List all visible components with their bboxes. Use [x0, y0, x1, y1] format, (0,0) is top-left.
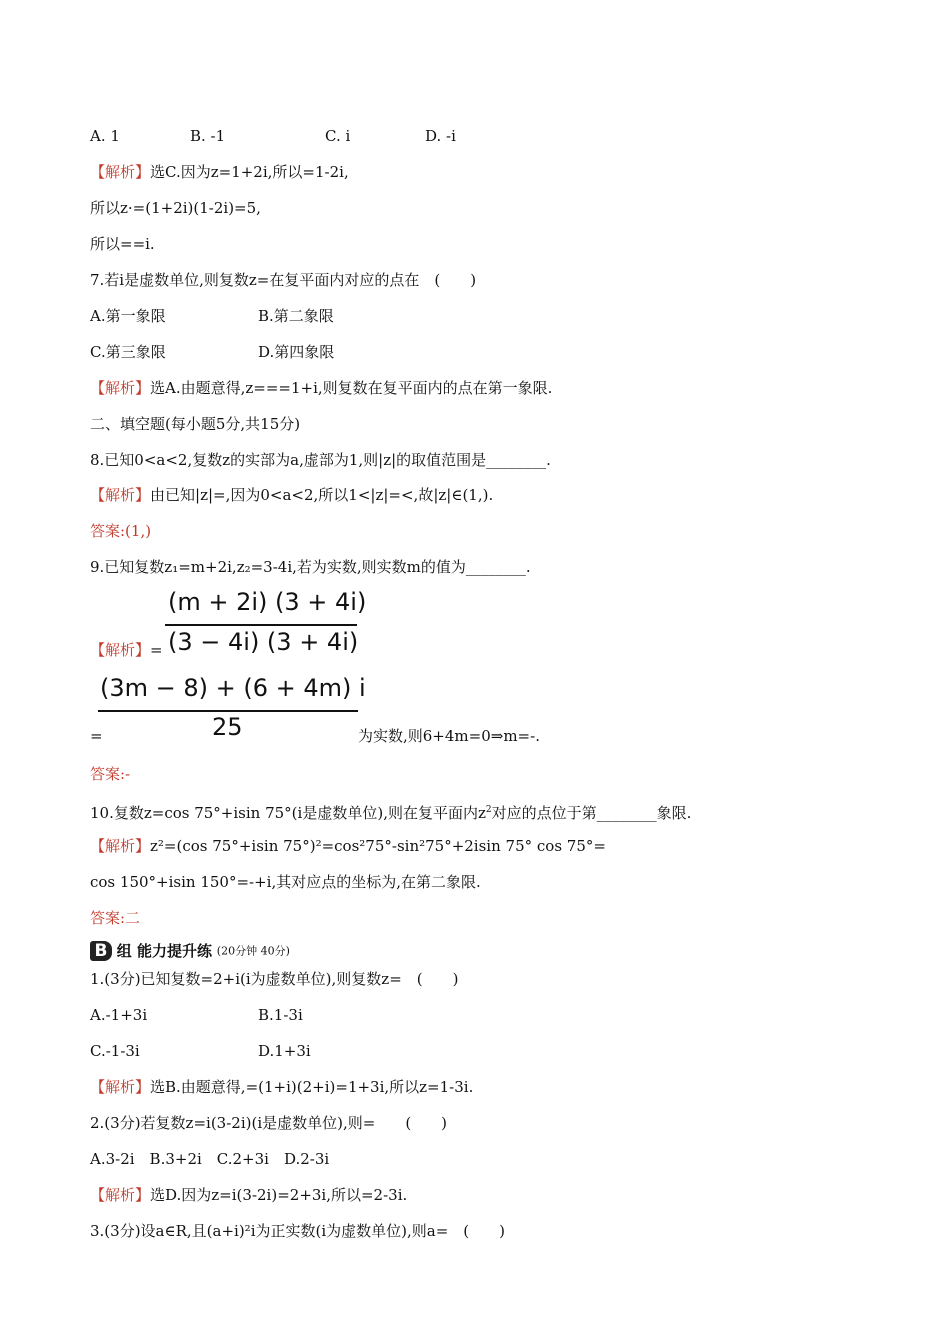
b1-option-c: C.-1-3i [90, 1042, 140, 1060]
q6-solution-line-3: 所以==i. [90, 235, 155, 253]
q9-solution-eq: = [90, 727, 103, 745]
section-2-heading: 二、填空题(每小题5分,共15分) [90, 415, 301, 433]
q10-solution-line-1: 【解析】z²=(cos 75°+isin 75°)²=cos²75°-sin²75°+2isin 75° cos 75°= [90, 837, 606, 855]
q10-answer: 答案:二 [90, 909, 141, 927]
b1-option-a: A.-1+3i [90, 1006, 148, 1024]
solution-tag: 【解析】 [90, 163, 151, 181]
b2-solution: 【解析】选D.因为z=i(3-2i)=2+3i,所以=2-3i. [90, 1186, 408, 1204]
solution-tag: 【解析】 [90, 486, 151, 504]
q8-solution: 【解析】由已知|z|=,因为0<a<2,所以1<|z|=<,故|z|∈(1,). [90, 486, 494, 504]
q6-option-a: A. 1 [90, 127, 120, 145]
b2-options: A.3-2i B.3+2i C.2+3i D.2-3i [90, 1150, 330, 1168]
q7-solution: 【解析】选A.由题意得,z===1+i,则复数在复平面内的点在第一象限. [90, 379, 553, 397]
q9-fraction-1-numerator: (m + 2i) (3 + 4i) [168, 588, 367, 616]
b3-stem: 3.(3分)设a∈R,且(a+i)²i为正实数(i为虚数单位),则a= ( ) [90, 1222, 505, 1240]
q7-stem: 7.若i是虚数单位,则复数z=在复平面内对应的点在 ( ) [90, 271, 477, 289]
b1-stem: 1.(3分)已知复数=2+i(i为虚数单位),则复数z= ( ) [90, 970, 459, 988]
q9-fraction-2-bar [98, 710, 358, 712]
q7-option-c: C.第三象限 [90, 343, 166, 361]
b1-option-d: D.1+3i [258, 1042, 311, 1060]
b1-solution: 【解析】选B.由题意得,=(1+i)(2+i)=1+3i,所以z=1-3i. [90, 1078, 474, 1096]
q9-fraction-2-numerator: (3m − 8) + (6 + 4m) i [100, 674, 366, 702]
b1-option-b: B.1-3i [258, 1006, 303, 1024]
b2-stem: 2.(3分)若复数z=i(3-2i)(i是虚数单位),则= ( ) [90, 1114, 448, 1132]
q6-option-d: D. -i [425, 127, 456, 145]
solution-tag: 【解析】 [90, 1078, 151, 1096]
q9-answer: 答案:- [90, 765, 131, 783]
q6-option-b: B. -1 [190, 127, 226, 145]
q10-solution-line-2: cos 150°+isin 150°=-+i,其对应点的坐标为,在第二象限. [90, 873, 481, 891]
q9-fraction-1-denominator: (3 − 4i) (3 + 4i) [168, 628, 359, 656]
q8-answer: 答案:(1,) [90, 522, 152, 540]
q7-option-a: A.第一象限 [90, 307, 166, 325]
solution-tag: 【解析】 [90, 1186, 151, 1204]
q9-fraction-1-bar [165, 624, 357, 626]
q9-stem: 9.已知复数z₁=m+2i,z₂=3-4i,若为实数,则实数m的值为________. [90, 558, 531, 576]
q7-option-b: B.第二象限 [258, 307, 334, 325]
group-b-logo: B [90, 941, 112, 961]
group-b-heading [90, 940, 290, 962]
solution-tag: 【解析】 [90, 837, 151, 855]
q6-option-c: C. i [325, 127, 351, 145]
solution-tag: 【解析】 [90, 379, 151, 397]
solution-tag: 【解析】 [90, 641, 151, 659]
q7-option-d: D.第四象限 [258, 343, 335, 361]
q10-stem: 10.复数z=cos 75°+isin 75°(i是虚数单位),则在复平面内$z^2$对应的点位于第________象限. [90, 804, 692, 822]
q6-solution-line-1: 【解析】选C.因为z=1+2i,所以=1-2i, [90, 163, 349, 181]
q9-solution-start: 【解析】= [90, 641, 163, 659]
q9-fraction-2-denominator: 25 [212, 713, 243, 741]
group-b-title: 组 能力提升练 [116, 942, 213, 960]
q8-stem: 8.已知0<a<2,复数z的实部为a,虚部为1,则|z|的取值范围是________. [90, 451, 551, 469]
q6-solution-line-2: 所以z·=(1+2i)(1-2i)=5, [90, 199, 261, 217]
group-b-time: (20分钟 40分) [216, 944, 290, 958]
q9-solution-tail: 为实数,则6+4m=0⇒m=-. [358, 727, 540, 745]
